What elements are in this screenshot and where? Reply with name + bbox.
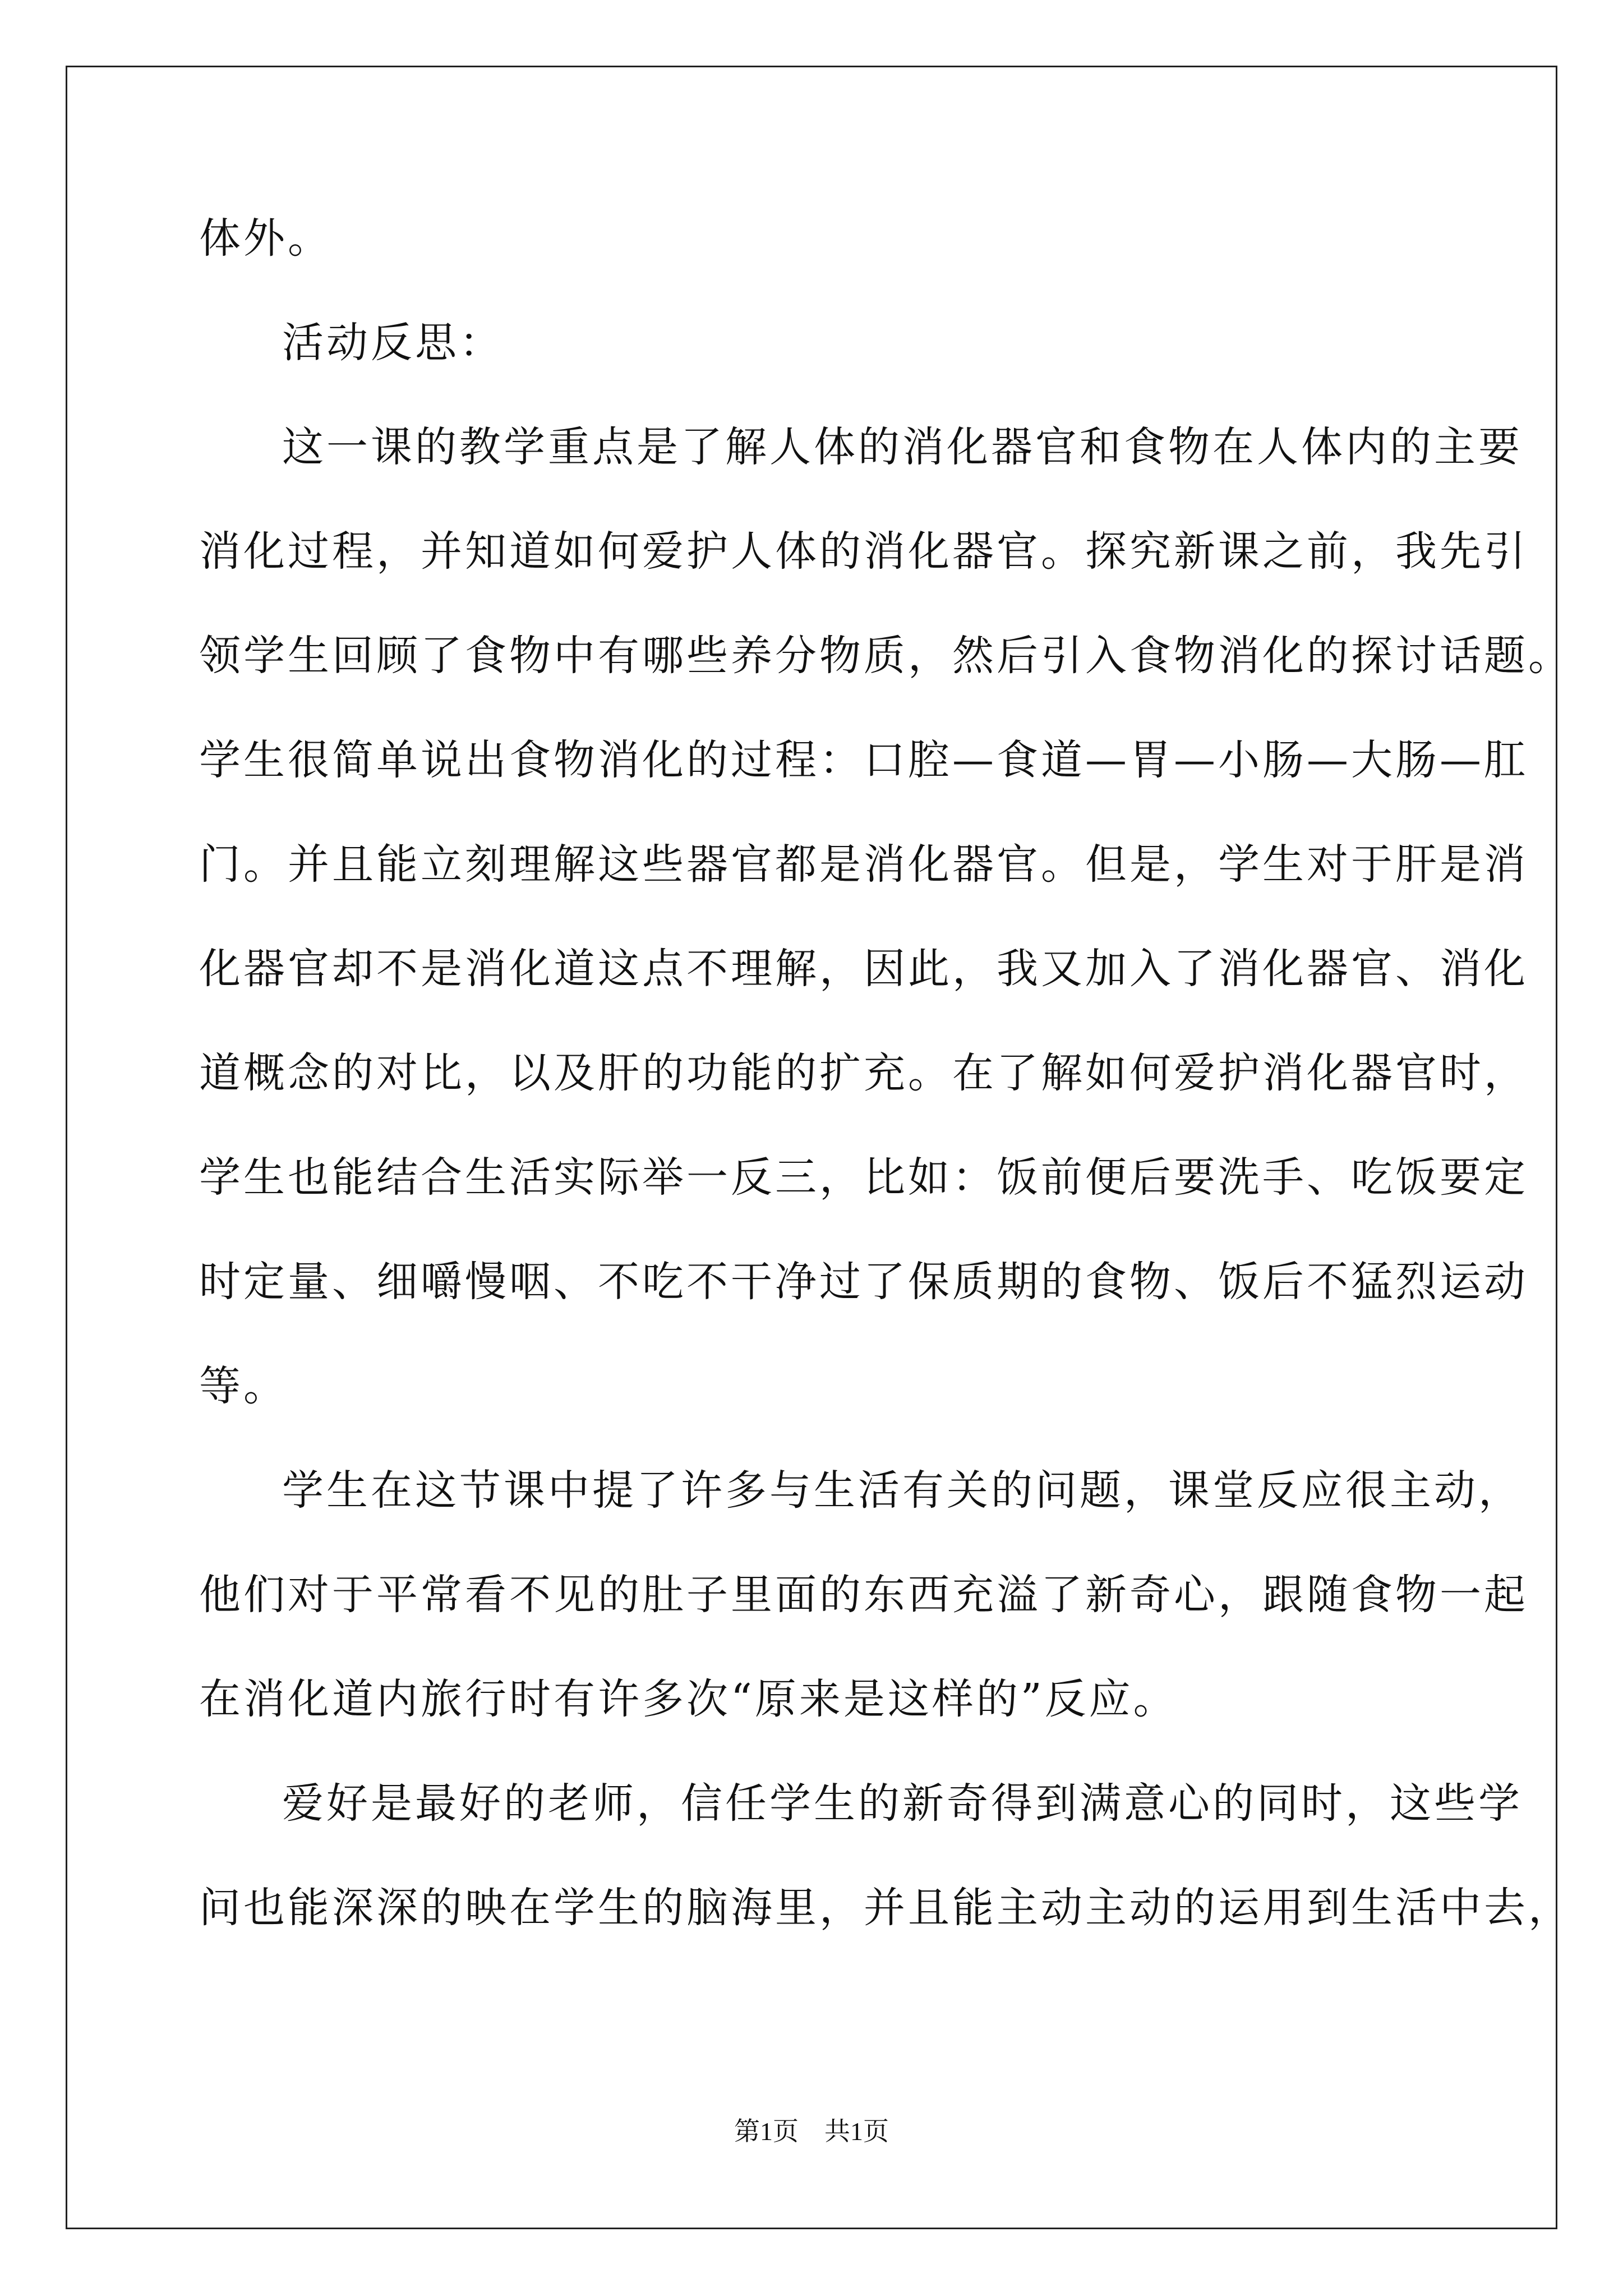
text-line: 领学生回顾了食物中有哪些养分物质，然后引入食物消化的探讨话题。	[199, 632, 1573, 680]
text-line: 化器官却不是消化道这点不理解，因此，我又加入了消化器官、消化	[199, 945, 1528, 993]
text-line: 这一课的教学重点是了解人体的消化器官和食物在人体内的主要	[282, 423, 1523, 471]
text-line: 体外。	[199, 214, 332, 263]
section-heading: 活动反思：	[282, 319, 504, 367]
text-line: 他们对于平常看不见的肚子里面的东西充溢了新奇心，跟随食物一起	[199, 1571, 1528, 1619]
text-line: 时定量、细嚼慢咽、不吃不干净过了保质期的食物、饭后不猛烈运动	[199, 1258, 1528, 1306]
text-line: 道概念的对比，以及肝的功能的扩充。在了解如何爱护消化器官时，	[199, 1049, 1528, 1097]
text-line: 学生很简单说出食物消化的过程：口腔—食道—胃—小肠—大肠—肛	[199, 736, 1528, 784]
text-line: 问也能深深的映在学生的脑海里，并且能主动主动的运用到生活中去，	[199, 1884, 1573, 1932]
text-line: 学生也能结合生活实际举一反三，比如：饭前便后要洗手、吃饭要定	[199, 1153, 1528, 1202]
text-line: 消化过程，并知道如何爱护人体的消化器官。探究新课之前，我先引	[199, 527, 1528, 576]
text-line: 在消化道内旅行时有许多次“原来是这样的”反应。	[199, 1675, 1178, 1723]
text-line: 学生在这节课中提了许多与生活有关的问题，课堂反应很主动，	[282, 1466, 1523, 1515]
text-line: 爱好是最好的老师，信任学生的新奇得到满意心的同时，这些学	[282, 1779, 1523, 1828]
page-number: 第1页 共1页	[734, 2117, 889, 2146]
text-line: 等。	[199, 1362, 288, 1410]
text-line: 门。并且能立刻理解这些器官都是消化器官。但是，学生对于肝是消	[199, 840, 1528, 889]
